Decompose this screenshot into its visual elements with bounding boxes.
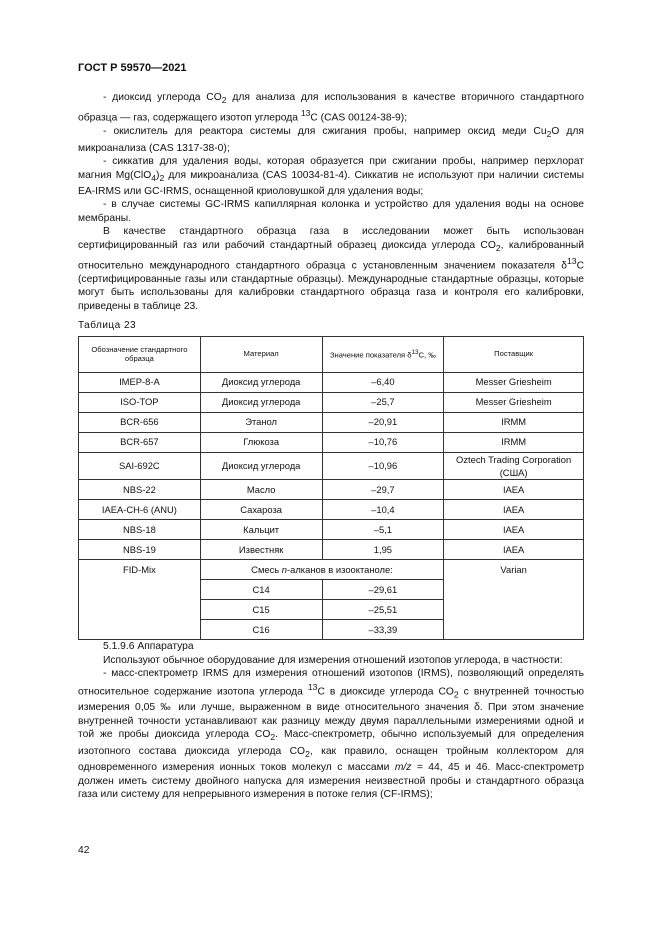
reference-gas-paragraph: В качестве стандартного образца газа в исследовании может быть использован сертифицированный газ или рабочий стандартный образец диоксида углерода $CO_2$, калиброванный относительно международного стандартного образца с установленным значением показателя $\delta^{13}C$ (сертифицированные газы или стандартные образцы). Международные стандартные образцы, которые могут быть использованы для калибровки стандартного образца газа и контроля его калибровки, приведены в таблице 23. bbox=[78, 226, 584, 312]
cell-component: C14 bbox=[200, 580, 322, 600]
cell-supplier: IAEA bbox=[444, 520, 584, 540]
cell-supplier: IAEA bbox=[444, 500, 584, 520]
page-body bbox=[78, 91, 584, 801]
table-row bbox=[79, 480, 584, 500]
cell-material: Этанол bbox=[200, 412, 322, 432]
cell-value: –33,39 bbox=[322, 620, 444, 640]
header-supplier: Поставщик bbox=[444, 336, 584, 372]
cell-mix-description: Смесь n-алканов в изооктаноле: bbox=[200, 560, 443, 580]
table-row bbox=[79, 500, 584, 520]
cell-value: –29,7 bbox=[322, 480, 444, 500]
cell-component: C15 bbox=[200, 600, 322, 620]
header-material: Материал bbox=[200, 336, 322, 372]
cell-material: Кальцит bbox=[200, 520, 322, 540]
cell-name: BCR-657 bbox=[79, 432, 201, 452]
section-heading: 5.1.9.6 Аппаратура bbox=[103, 641, 194, 653]
cell-value: –25,51 bbox=[322, 600, 444, 620]
cell-supplier: Messer Griesheim bbox=[444, 392, 584, 412]
table-row bbox=[79, 452, 584, 480]
cell-material: Сахароза bbox=[200, 500, 322, 520]
cell-name: NBS-18 bbox=[79, 520, 201, 540]
cell-value: –25,7 bbox=[322, 392, 444, 412]
cell-name: ISO-TOP bbox=[79, 392, 201, 412]
table-row bbox=[79, 560, 584, 580]
table-row bbox=[79, 540, 584, 560]
cell-name: NBS-19 bbox=[79, 540, 201, 560]
item-co2: - диоксид углерода $CO_2$ для анализа для использования в качестве вторичного стандартного образца — газ, содержащего изотоп углерода $^{13}$C (CAS 00124-38-9); bbox=[78, 92, 584, 124]
cell-value: –20,91 bbox=[322, 412, 444, 432]
cell-value: –29,61 bbox=[322, 580, 444, 600]
cell-supplier: IAEA bbox=[444, 540, 584, 560]
cell-name: FID-Mix bbox=[79, 560, 201, 640]
cell-value: –10,76 bbox=[322, 432, 444, 452]
table-row bbox=[79, 392, 584, 412]
cell-value: 1,95 bbox=[322, 540, 444, 560]
cell-name: IMEP-8-A bbox=[79, 372, 201, 392]
cell-material: Диоксид углерода bbox=[200, 452, 322, 480]
cell-name: NBS-22 bbox=[79, 480, 201, 500]
table-row bbox=[79, 520, 584, 540]
item-capillary: - в случае системы GC-IRMS капиллярная колонка и устройство для удаления воды на основе мембраны. bbox=[78, 199, 584, 224]
cell-name: IAEA-CH-6 (ANU) bbox=[79, 500, 201, 520]
cell-material: Масло bbox=[200, 480, 322, 500]
table-row bbox=[79, 412, 584, 432]
table-row bbox=[79, 432, 584, 452]
cell-material: Диоксид углерода bbox=[200, 392, 322, 412]
table-header-row bbox=[79, 336, 584, 372]
cell-material: Известняк bbox=[200, 540, 322, 560]
cell-component: C16 bbox=[200, 620, 322, 640]
cell-value: –5,1 bbox=[322, 520, 444, 540]
cell-material: Глюкоза bbox=[200, 432, 322, 452]
cell-supplier: IAEA bbox=[444, 480, 584, 500]
page-number: 42 bbox=[78, 845, 90, 856]
item-desiccant: - сиккатив для удаления воды, которая образуется при сжигании пробы, например перхлорат магния $Mg(ClO_4)_2$ для микроанализа (CAS 10034-81-4). Сиккатив не используют при наличии системы EA-IRMS или GC-IRMS, оснащенной криоловушкой для удаления воды; bbox=[78, 156, 584, 197]
cell-supplier: IRMM bbox=[444, 432, 584, 452]
header-designation: Обозначение стандартного образца bbox=[79, 336, 201, 372]
cell-supplier: IRMM bbox=[444, 412, 584, 432]
item-mass-spectrometer: - масс-спектрометр IRMS для измерения отношений изотопов (IRMS), позволяющий определять относительное содержание изотопа углерода $^{13}$C в диоксиде углерода $CO_2$ с внутренней точностью измерения 0,05 ‰ или лучше, выраженном в виде относительного значения δ. При этом значение внутренней точности устанавливают как разницу между двумя параллельными измерениями одной и той же пробы диоксида углерода $CO_2$. Масс-спектрометр, обычно используемый для определения изотопного состава диоксида углерода $CO_2$, как правило, оснащен тройным коллектором для одновременного измерения ионных токов молекул с массами m/z = 44, 45 и 46. Масс-спектрометр должен иметь систему двойного напуска для измерения неизвестной пробы и стандартного образца газа или систему для непрерывного измерения в потоке гелия (CF-IRMS); bbox=[78, 668, 584, 800]
apparatus-intro: Используют обычное оборудование для измерения отношений изотопов углерода, в частности: bbox=[103, 654, 563, 666]
cell-material: Диоксид углерода bbox=[200, 372, 322, 392]
cell-name: BCR-656 bbox=[79, 412, 201, 432]
cell-value: –10,4 bbox=[322, 500, 444, 520]
cell-supplier: Varian bbox=[444, 560, 584, 640]
header-value: Значение показателя $\delta^{13}C$, ‰ bbox=[322, 336, 444, 372]
cell-name: SAI-692C bbox=[79, 452, 201, 480]
cell-supplier: Messer Griesheim bbox=[444, 372, 584, 392]
cell-supplier: Oztech Trading Corporation (США) bbox=[444, 452, 584, 480]
table-row bbox=[79, 372, 584, 392]
cell-value: –10,96 bbox=[322, 452, 444, 480]
standards-table bbox=[78, 336, 584, 641]
cell-value: –6,40 bbox=[322, 372, 444, 392]
running-header: ГОСТ Р 59570—2021 bbox=[78, 62, 187, 74]
item-oxidizer: - окислитель для реактора системы для сжигания пробы, например оксид меди $Cu_2O$ для микроанализа (CAS 1317-38-0); bbox=[78, 126, 584, 154]
table-caption: Таблица 23 bbox=[78, 320, 137, 332]
